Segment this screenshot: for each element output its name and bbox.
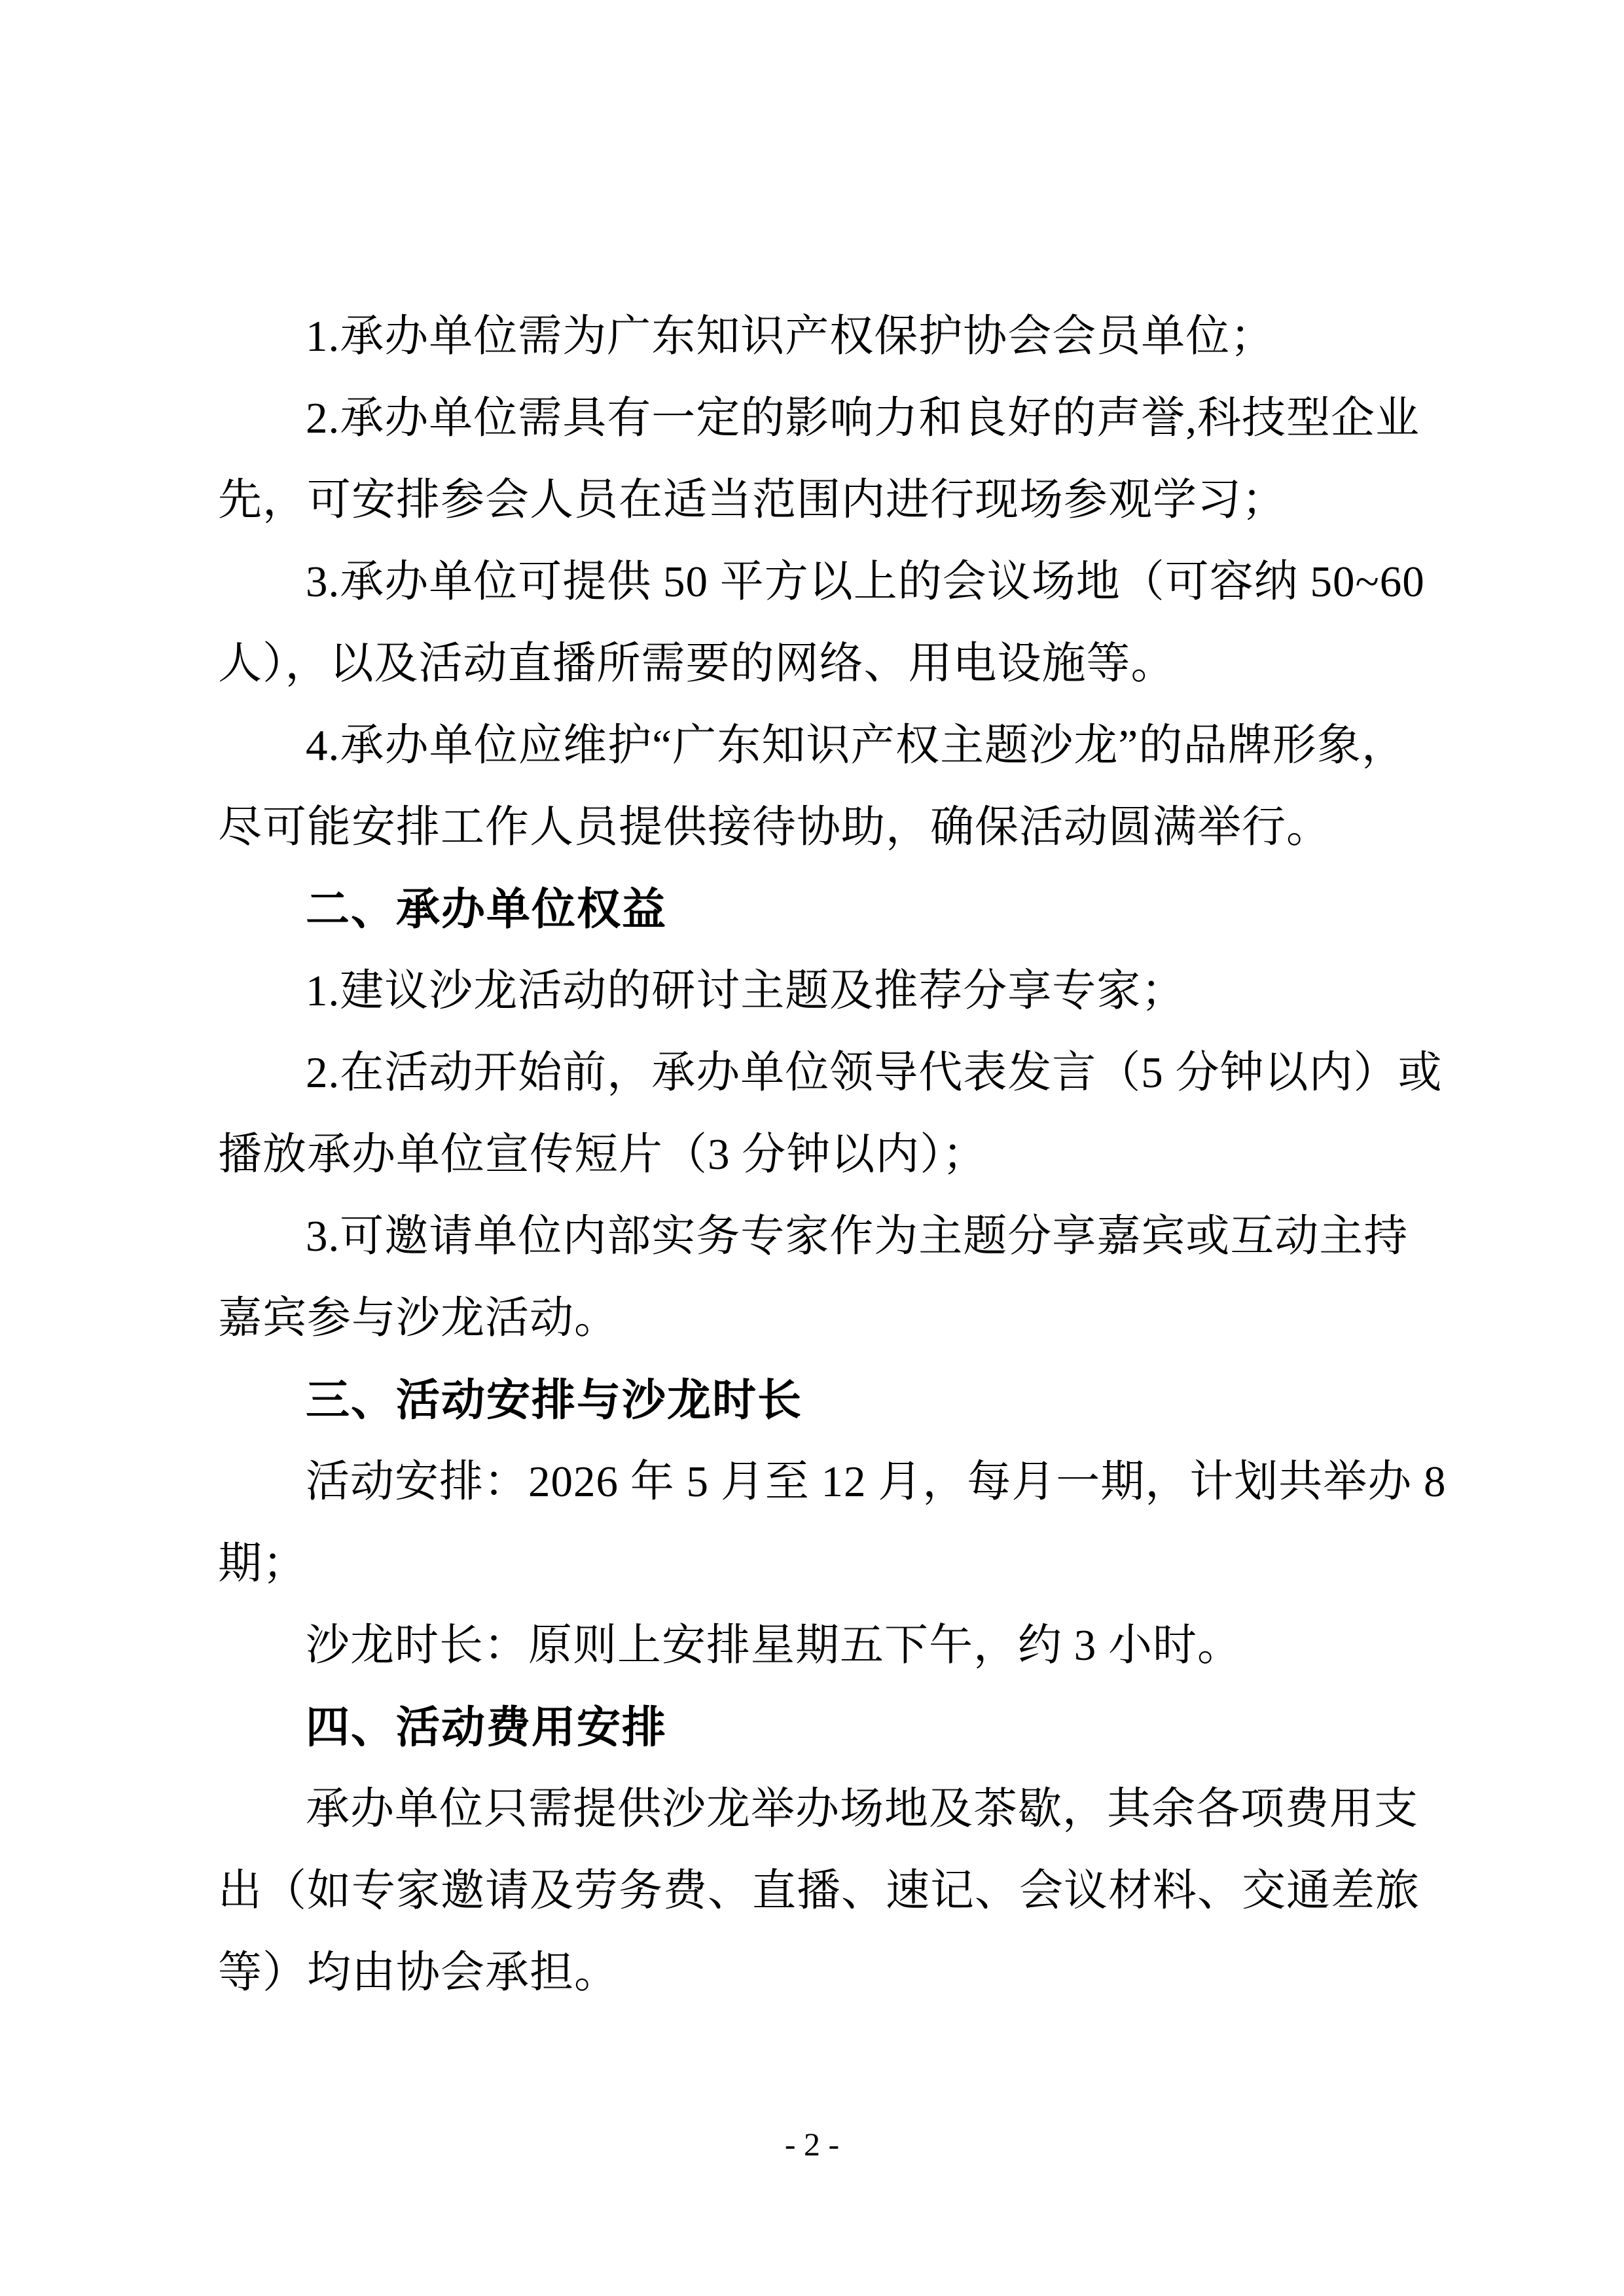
text-line: 2.承办单位需具有一定的影响力和良好的声誉,科技型企业 — [306, 394, 1420, 442]
page-number: - 2 - — [784, 2126, 840, 2162]
text-line: 1.建议沙龙活动的研讨主题及推荐分享专家； — [306, 967, 1186, 1015]
text-line: 活动安排：2026 年 5 月至 12 月，每月一期，计划共举办 8 — [306, 1458, 1447, 1506]
text-line: 4.承办单位应维护“广东知识产权主题沙龙”的品牌形象， — [306, 721, 1406, 770]
text-line: 承办单位只需提供沙龙举办场地及茶歇，其余各项费用支 — [306, 1785, 1418, 1833]
text-line: 期； — [218, 1539, 307, 1588]
section-heading: 三、活动安排与沙龙时长 — [306, 1376, 803, 1425]
text-line: 等）均由协会承担。 — [218, 1948, 619, 1997]
text-line: 播放承办单位宣传短片（3 分钟以内）； — [218, 1130, 987, 1179]
text-line: 出（如专家邀请及劳务费、直播、速记、会议材料、交通差旅 — [218, 1867, 1420, 1915]
section-heading: 二、承办单位权益 — [306, 885, 667, 934]
text-line: 2.在活动开始前，承办单位领导代表发言（5 分钟以内）或 — [306, 1049, 1443, 1097]
text-line: 嘉宾参与沙龙活动。 — [218, 1294, 619, 1342]
text-line: 人），以及活动直播所需要的网络、用电设施等。 — [218, 639, 1176, 688]
section-heading: 四、活动费用安排 — [306, 1703, 667, 1752]
document-body — [218, 296, 1447, 2014]
text-line: 3.承办单位可提供 50 平方以上的会议场地（可容纳 50~60 — [306, 558, 1425, 606]
text-line: 3.可邀请单位内部实务专家作为主题分享嘉宾或互动主持 — [306, 1212, 1409, 1261]
text-line: 先，可安排参会人员在适当范围内进行现场参观学习； — [218, 476, 1286, 524]
text-line: 尽可能安排工作人员提供接待协助，确保活动圆满举行。 — [218, 803, 1331, 852]
text-line: 沙龙时长：原则上安排星期五下午，约 3 小时。 — [306, 1621, 1242, 1670]
text-line: 1.承办单位需为广东知识产权保护协会会员单位； — [306, 312, 1275, 361]
